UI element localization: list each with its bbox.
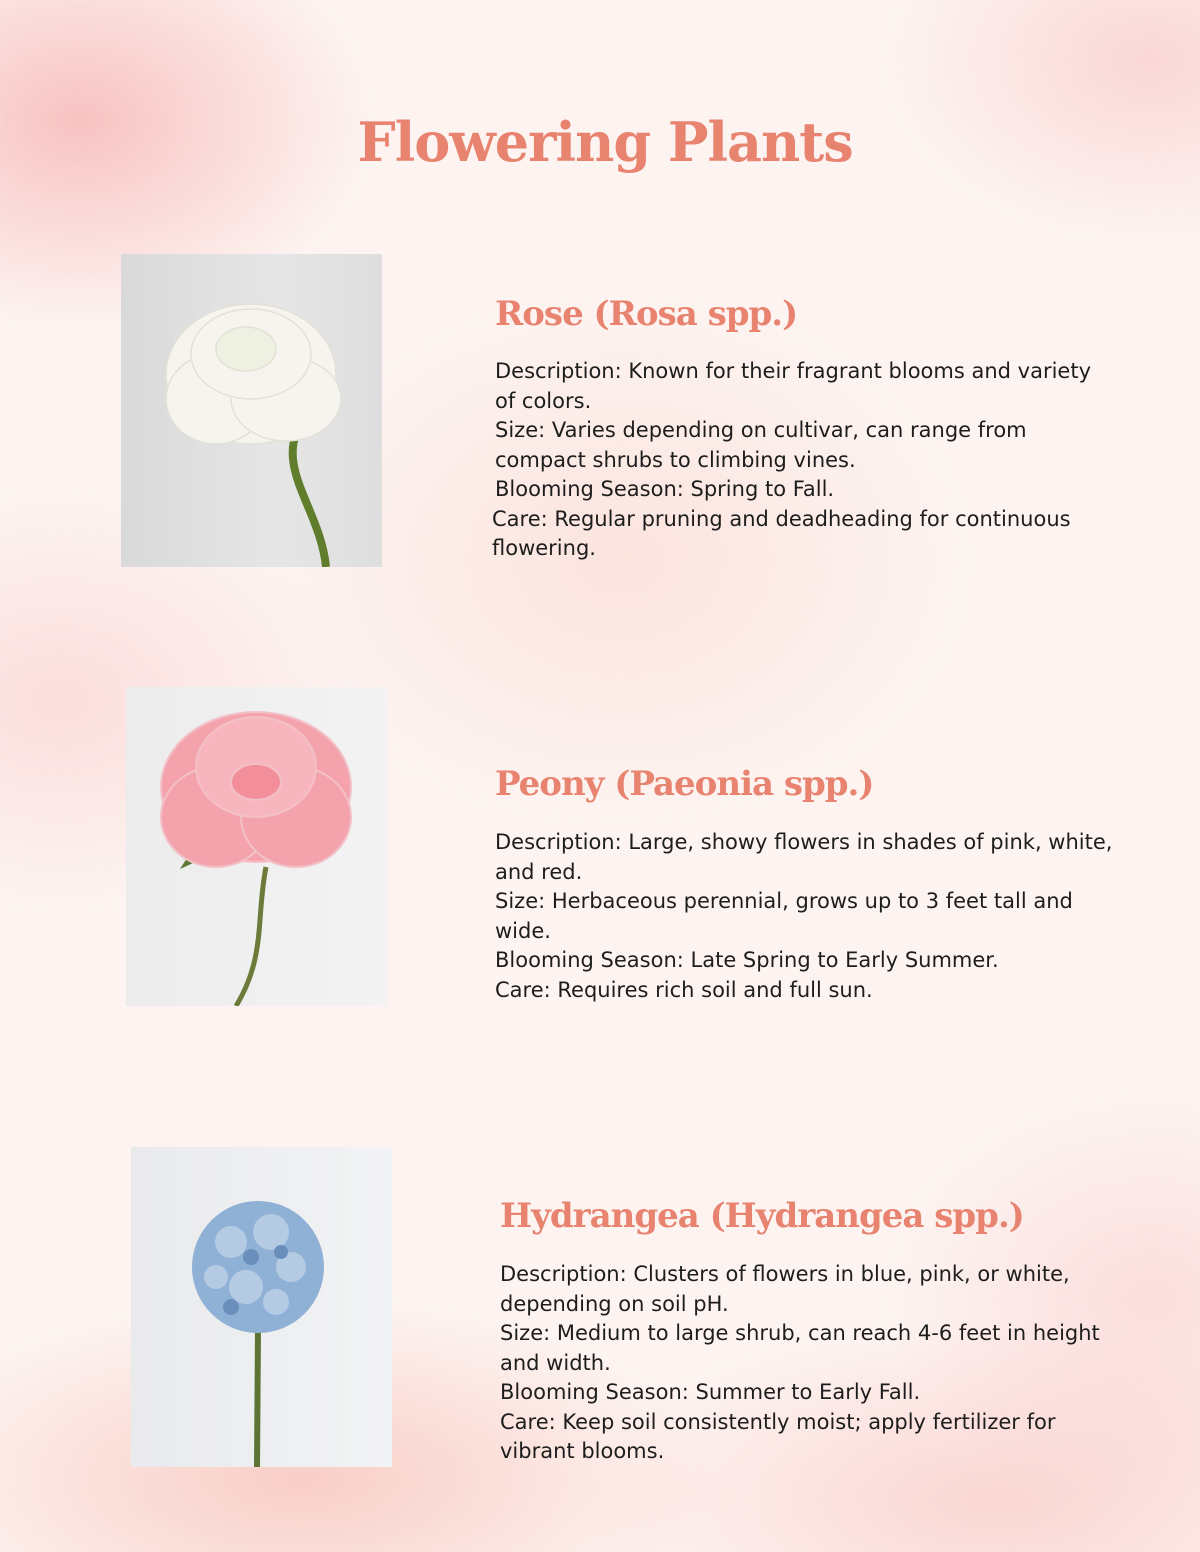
plant-heading-rose: Rose (Rosa spp.) — [495, 294, 798, 334]
plant-description: Description: Known for their fragrant blooms and variety of colors. — [495, 359, 1092, 413]
plant-blooming-season: Blooming Season: Late Spring to Early Summer. — [495, 948, 999, 972]
plant-details-hydrangea — [500, 1260, 1120, 1467]
plant-size: Size: Herbaceous perennial, grows up to 3 feet tall and wide. — [495, 889, 1073, 943]
plant-blooming-season: Blooming Season: Spring to Fall. — [495, 477, 835, 501]
plant-details-rose — [492, 357, 1115, 564]
plant-care: Care: Keep soil consistently moist; apply fertilizer for vibrant blooms. — [500, 1409, 1056, 1463]
peony-photo — [126, 687, 387, 1006]
plant-care: Care: Regular pruning and deadheading for continuous flowering. — [492, 506, 1071, 560]
plant-details-peony — [495, 828, 1115, 1005]
plant-heading-peony: Peony (Paeonia spp.) — [495, 764, 874, 804]
plant-care: Care: Requires rich soil and full sun. — [495, 977, 873, 1002]
plant-description: Description: Clusters of flowers in blue, pink, or white, depending on soil pH. — [500, 1262, 1070, 1316]
plant-size: Size: Varies depending on cultivar, can range from compact shrubs to climbing vines. — [495, 418, 1027, 472]
plant-description: Description: Large, showy flowers in shades of pink, white, and red. — [495, 830, 1113, 884]
plant-size: Size: Medium to large shrub, can reach 4-6 feet in height and width. — [500, 1321, 1100, 1375]
rose-photo — [121, 254, 382, 567]
page-title: Flowering Plants — [357, 110, 853, 174]
hydrangea-photo — [131, 1147, 392, 1467]
plant-heading-hydrangea: Hydrangea (Hydrangea spp.) — [500, 1196, 1024, 1236]
plant-blooming-season: Blooming Season: Summer to Early Fall. — [500, 1380, 921, 1404]
